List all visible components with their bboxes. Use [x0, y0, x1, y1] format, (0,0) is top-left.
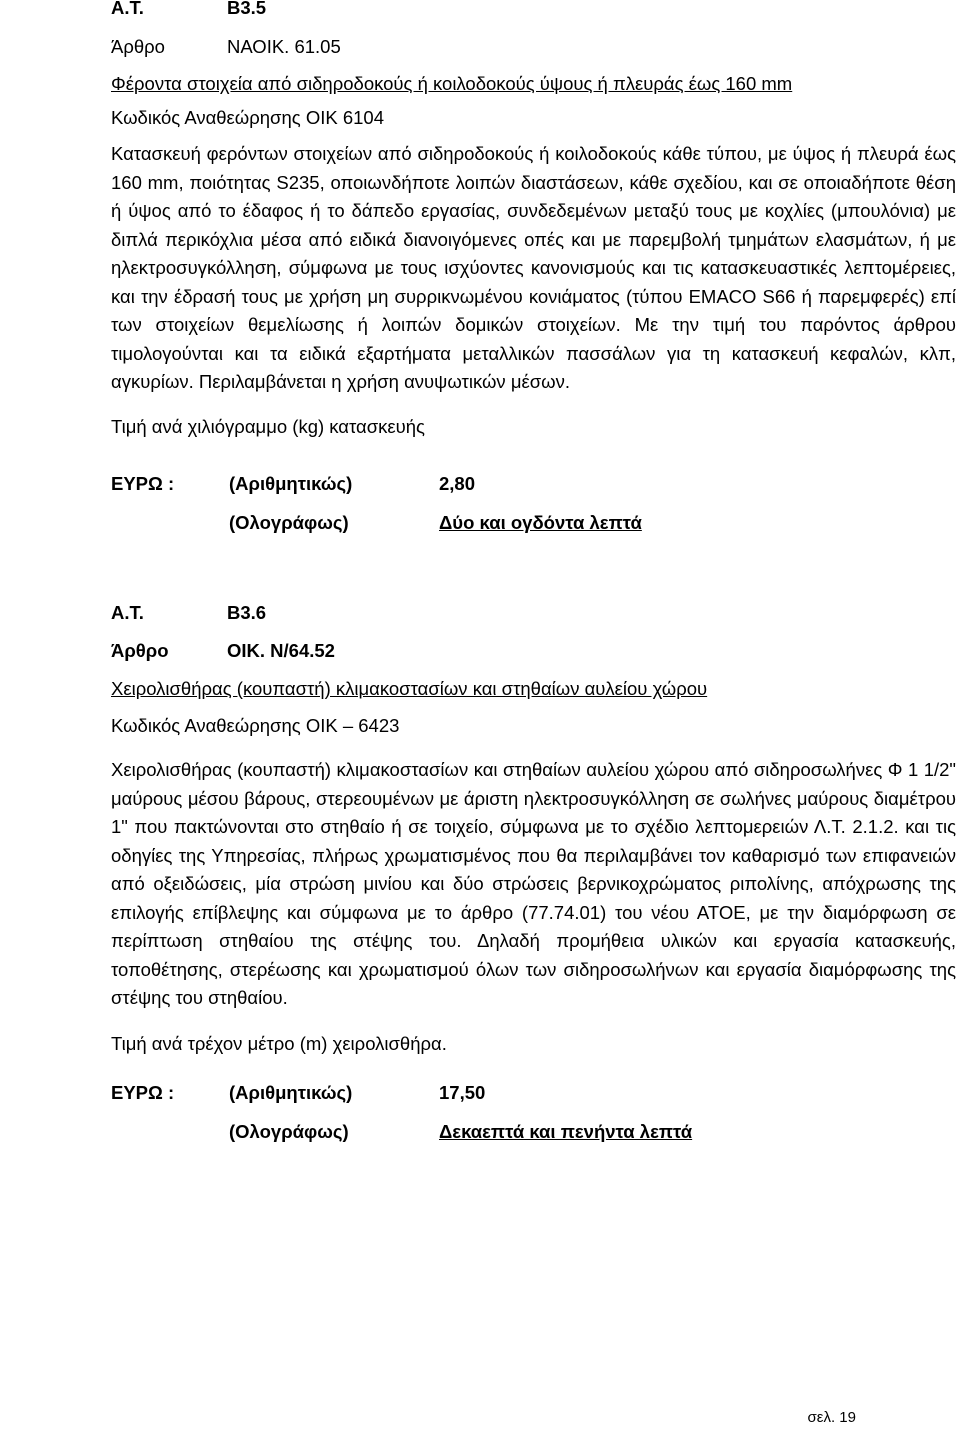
at-label: Α.Τ. [111, 0, 144, 18]
article-row [111, 32, 956, 61]
words-label: (Ολογράφως) [229, 1120, 349, 1142]
numeric-label: (Αριθμητικώς) [229, 472, 353, 494]
item-description: Χειρολισθήρας (κουπαστή) κλιμακοστασίων και στηθαίων αυλείου χώρου από σιδηροσωλήνες Φ 1 1/2" μαύρους μέσου βάρους, στερεουμένων με άριστη ηλεκτροσυγκόλληση σε σωλήνες μαύρους διαμέτρου 1" που πακτώνονται στο στηθαίο ή σε τοιχείο, σύμφωνα με το σχέδιο λεπτομερειών Λ.Τ. 2.1.2. και τις οδηγίες της Υπηρεσίας, πλήρως χρωματισμένος που θα περιλαμβάνει τον καθαρισμό των επιφανειών από οξειδώσεις, μία στρώση μινίου και δύο στρώσεις βερνικοχρώματος ριπολίνης, απόχρωσης της επιλογής επίβλεψης και σύμφωνα με το άρθρο (77.74.01) του νέου ΑΤΟΕ, με την διαμόρφωση σε περίπτωση στηθαίου της στέψης του. Δηλαδή προμήθεια υλικών και εργασία κατασκευής, τοποθέτησης, στερέωσης και χρωματισμού όλων των σιδηροσωλήνων και εργασία διαμόρφωσης της στέψης του στηθαίου. [111, 759, 956, 1008]
price-words-row [111, 508, 956, 537]
unit-price-text: Τιμή ανά τρέχον μέτρο (m) χειρολισθήρα. [111, 1032, 447, 1054]
item-title: Φέροντα στοιχεία από σιδηροδοκούς ή κοιλοδοκούς ύψους ή πλευράς έως 160 mm [111, 73, 793, 94]
numeric-value: 17,50 [439, 1081, 486, 1103]
unit-price-text: Τιμή ανά χιλιόγραμμο (kg) κατασκευής [111, 415, 425, 437]
revision-code: Κωδικός Αναθεώρησης ΟΙΚ – 6423 [111, 715, 400, 736]
at-value: Β3.6 [227, 602, 267, 623]
price-words-row [111, 1117, 956, 1146]
at-row [111, 0, 956, 22]
price-numeric-row [111, 469, 956, 498]
price-numeric-row [111, 1078, 956, 1107]
page-number: σελ. 19 [807, 1409, 856, 1426]
section-b3-5 [111, 0, 956, 537]
currency-label: ΕΥΡΩ : [111, 472, 175, 494]
revision-code: Κωδικός Αναθεώρησης ΟΙΚ 6104 [111, 107, 384, 128]
article-label: Άρθρο [111, 640, 169, 661]
item-description: Κατασκευή φερόντων στοιχείων από σιδηροδοκούς ή κοιλοδοκούς κάθε τύπου, με ύψος ή πλευρά έως 160 mm, ποιότητας S235, οποιωνδήποτε λοιπών διαστάσεων, κάθε σχεδίου, και σε οποιαδήποτε θέση ή ύψος από το έδαφος ή το δάπεδο εργασίας, συνδεδεμένων μεταξύ τους με κοχλίες (μπουλόνια) με διπλά περικόχλια μέσα από ειδικά διανοιγόμενες οπές και με παρεμβολή τμημάτων ελασμάτων, ή με ηλεκτροσυγκόλληση, σύμφωνα με τους ισχύοντες κανονισμούς και τις κατασκευαστικές λεπτομέρειες, και την έδρασή τους με χρήση μη συρρικνωμένου κονιάματος (τύπου EMACO S66 ή παρεμφερές) επί των στοιχείων θεμελίωσης ή λοιπών δομικών στοιχείων. Με την τιμή του παρόντος άρθρου τιμολογούνται και τα ειδικά εξαρτήματα μεταλλικών πασσάλων για τη κατασκευή κεφαλών, κλπ, αγκυρίων. Περιλαμβάνεται η χρήση ανυψωτικών μέσων. [111, 143, 956, 392]
words-label: (Ολογράφως) [229, 511, 349, 533]
article-value: ΟΙΚ. Ν/64.52 [227, 640, 335, 661]
at-label: Α.Τ. [111, 602, 144, 623]
at-value: Β3.5 [227, 0, 267, 18]
numeric-value: 2,80 [439, 472, 476, 494]
numeric-label: (Αριθμητικώς) [229, 1081, 353, 1103]
article-row [111, 636, 956, 665]
article-value: ΝΑΟΙΚ. 61.05 [227, 36, 341, 57]
words-value: Δύο και ογδόντα λεπτά [439, 511, 642, 533]
at-row [111, 598, 956, 627]
section-b3-6 [111, 598, 956, 1146]
item-title: Χειρολισθήρας (κουπαστή) κλιμακοστασίων και στηθαίων αυλείου χώρου [111, 678, 708, 699]
currency-label: ΕΥΡΩ : [111, 1081, 175, 1103]
article-label: Άρθρο [111, 36, 165, 57]
words-value: Δεκαεπτά και πενήντα λεπτά [439, 1120, 693, 1142]
